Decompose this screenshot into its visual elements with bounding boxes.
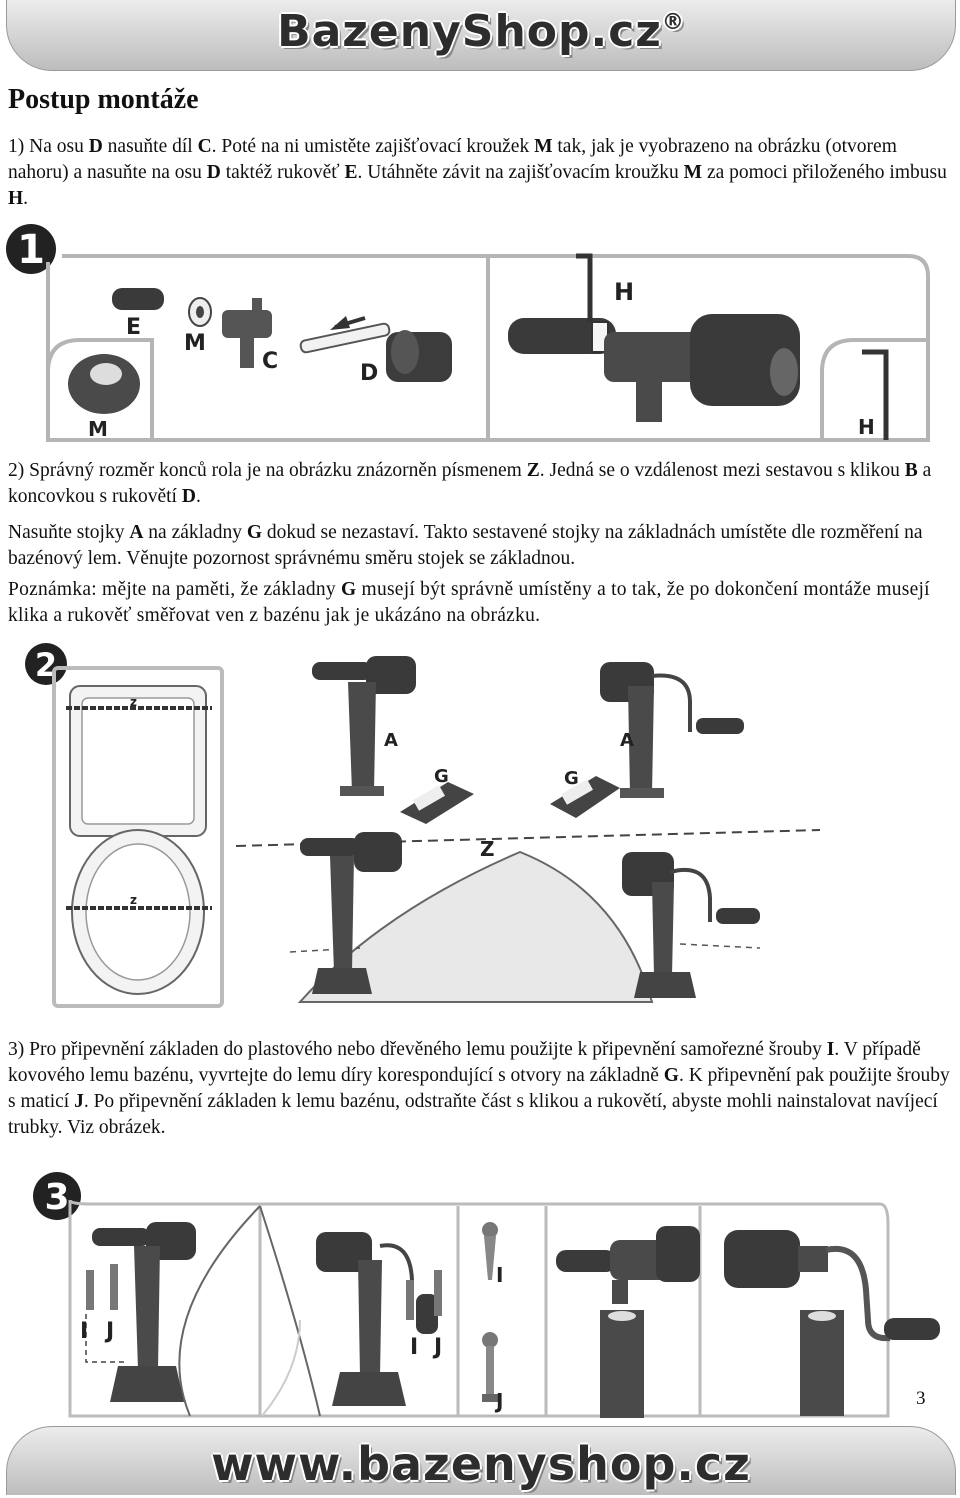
panel-5-removal — [724, 1230, 940, 1416]
svg-text:H: H — [858, 415, 875, 439]
header-banner — [6, 0, 956, 71]
svg-text:M: M — [88, 417, 108, 441]
panel-4-removal — [556, 1226, 700, 1418]
svg-text:M: M — [184, 331, 206, 356]
brand-logo: BazenyShop.cz® — [277, 6, 685, 57]
svg-text:G: G — [564, 768, 579, 789]
svg-text:H: H — [614, 278, 635, 306]
svg-text:Z: Z — [480, 837, 495, 861]
step-number-3: 3 — [44, 1177, 70, 1218]
svg-text:D: D — [360, 361, 379, 386]
hex-key-h — [576, 256, 590, 322]
svg-text:J: J — [496, 1389, 504, 1413]
footer-banner — [6, 1426, 956, 1495]
base-right-top — [550, 776, 620, 818]
panel-2-stand — [260, 1206, 442, 1416]
svg-text:z: z — [130, 893, 137, 907]
handle-grip-e — [112, 288, 164, 310]
svg-text:z: z — [130, 695, 137, 709]
svg-text:A: A — [620, 730, 634, 751]
svg-text:I: I — [410, 1335, 419, 1360]
step2-text-1: 2) Správný rozměr konců rola je na obrázku znázorněn písmenem Z. Jedná se o vzdálenost mezi sestavou s klikou B a koncovkou s rukovětí D. — [8, 460, 932, 507]
step-number-2: 2 — [34, 646, 58, 684]
step3-text: 3) Pro připevnění základen do plastového nebo dřevěného lemu použijte k připevnění samořezné šrouby I. V případě kovového lemu bazénu, vyvrtejte do lemu díry korespondující s otvory na základně G. K připevnění pak použijte šrouby s maticí J. Po připevnění základen k lemu bazénu, odstraňte část s klikou a rukovětí, abyste mohli nainstalovat navíjecí trubky. Viz obrázek. — [8, 1039, 950, 1138]
stand-right-bottom — [622, 852, 760, 998]
svg-text:J: J — [106, 1319, 115, 1344]
svg-text:G: G — [434, 766, 449, 787]
figure-1 — [0, 222, 960, 448]
page-title: Postup montáže — [8, 84, 199, 115]
svg-text:I: I — [496, 1263, 504, 1287]
page-number: 3 — [916, 1388, 926, 1409]
base-left-top — [400, 782, 474, 824]
svg-text:J: J — [434, 1335, 443, 1360]
footer-url: www.bazenyshop.cz — [211, 1437, 751, 1491]
stand-left-top — [312, 656, 416, 796]
svg-text:A: A — [384, 730, 398, 751]
part-c — [222, 310, 272, 338]
step-number-1: 1 — [17, 227, 45, 273]
figure-3 — [0, 1170, 960, 1420]
step2-text-2: Nasuňte stojky A na základny G dokud se nezastaví. Takto sestavené stojky na základnách umístěte dle rozměření na bazénový lem. Věnujte pozornost správnému směru stojek se základnou. — [8, 522, 923, 569]
assembled-body — [604, 332, 700, 382]
svg-text:C: C — [262, 349, 279, 374]
inset-frame-right — [822, 340, 928, 440]
panel-1-stand — [86, 1206, 260, 1416]
step2-note: Poznámka: mějte na paměti, že základny G musejí být správně umístěny a to tak, že po dokončení montáže musejí klika a rukověť směřovat ven z bazénu jak je ukázáno na obrázku. — [8, 579, 930, 626]
figure-2 — [0, 642, 960, 1014]
svg-text:E: E — [126, 315, 142, 340]
svg-text:I: I — [80, 1319, 89, 1344]
step1-text: 1) Na osu D nasuňte díl C. Poté na ni umistěte zajišťovací kroužek M tak, jak je vyobrazeno na obrázku (otvorem nahoru) a nasuňte na osu D taktéž rukověť E. Utáhněte závit na zajišťovacím kroužku M za pomoci přiloženého imbusu H. — [8, 136, 947, 209]
